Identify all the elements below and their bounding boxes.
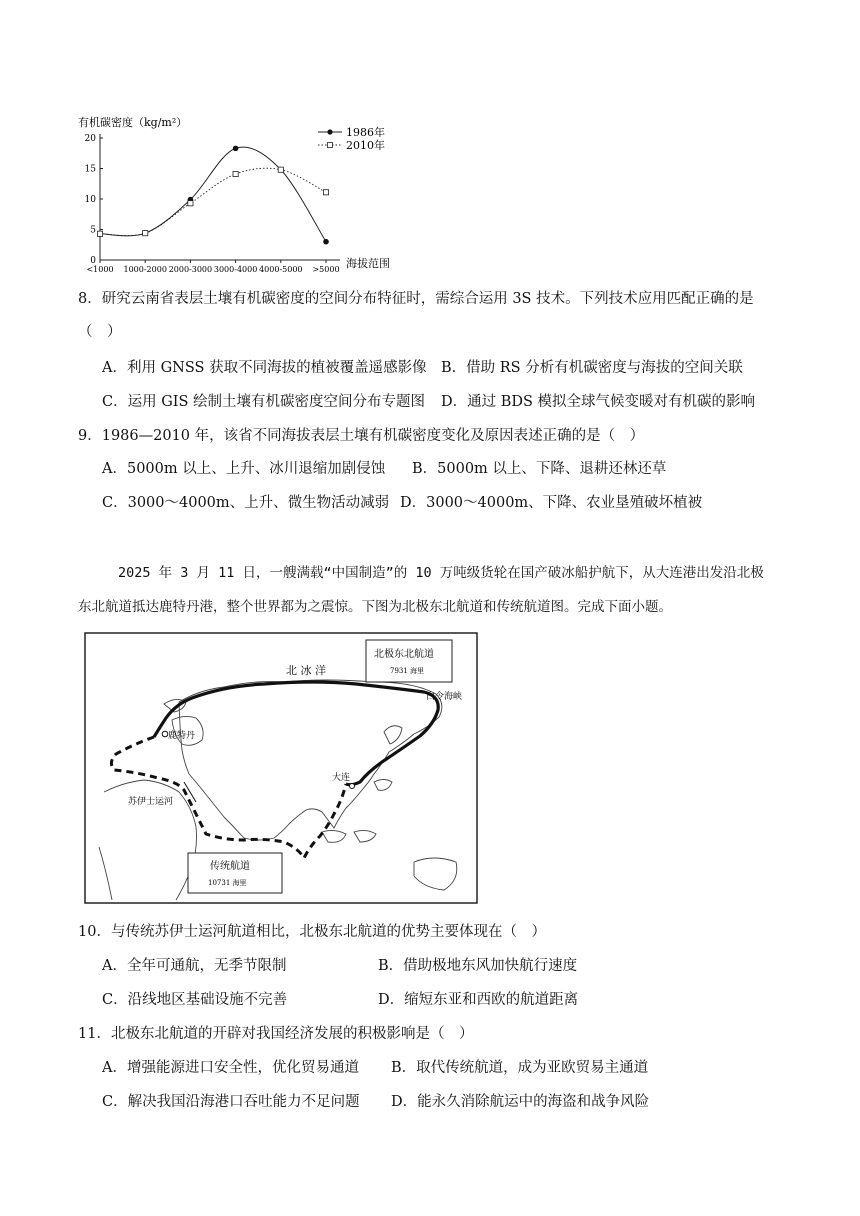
legend-label-1: 1986年 bbox=[346, 126, 385, 139]
passage-line-2: 东北航道抵达鹿特丹港，整个世界都为之震惊。下图为北极东北航道和传统航道图。完成下面小题。 bbox=[78, 599, 672, 615]
series-1-point bbox=[323, 239, 329, 245]
series-2-point bbox=[97, 231, 102, 236]
suez-canal-label: 苏伊士运河 bbox=[128, 797, 174, 807]
x-tick-label: 3000-4000 bbox=[213, 265, 258, 272]
chart-series bbox=[97, 146, 329, 245]
series-1-point bbox=[233, 146, 239, 152]
q9-option-a: A．5000m 以上、上升、冰川退缩加剧侵蚀 bbox=[102, 461, 386, 477]
series-2-point bbox=[233, 171, 238, 176]
traditional-label-distance: 10731 海里 bbox=[208, 879, 247, 887]
x-tick-label: 2000-3000 bbox=[168, 265, 213, 272]
ocean-label: 北 冰 洋 bbox=[286, 664, 326, 677]
x-tick-label: >5000 bbox=[312, 265, 340, 272]
y-tick-label: 0 bbox=[90, 256, 96, 266]
q11-option-b: B．取代传统航道，成为亚欧贸易主通道 bbox=[391, 1060, 649, 1076]
series-2-point bbox=[323, 190, 328, 195]
dalian-label: 大连 bbox=[332, 773, 351, 783]
q10-option-b: B．借助极地东风加快航行速度 bbox=[378, 958, 578, 974]
y-tick-label: 5 bbox=[90, 225, 96, 236]
series-2-point bbox=[278, 167, 283, 172]
x-axis-title: 海拔范围 bbox=[346, 257, 390, 270]
q11-option-d: D．能永久消除航运中的海盗和战争风险 bbox=[391, 1094, 650, 1110]
nsr-label-box bbox=[366, 640, 452, 682]
q9-option-b: B．5000m 以上、下降、退耕还林还草 bbox=[412, 461, 667, 477]
chart-legend bbox=[318, 125, 385, 152]
organic-carbon-chart bbox=[78, 112, 408, 272]
traditional-label-title: 传统航道 bbox=[210, 861, 250, 872]
q8-stem: 8．研究云南省表层土壤有机碳密度的空间分布特征时，需综合运用 3S 技术。下列技术应用匹配正确的是 bbox=[78, 291, 754, 307]
q11-stem: 11．北极东北航道的开辟对我国经济发展的积极影响是（ ） bbox=[78, 1026, 474, 1042]
q9-stem: 9．1986—2010 年，该省不同海拔表层土壤有机碳密度变化及原因表述正确的是（ ） bbox=[78, 428, 645, 444]
chart-axes bbox=[100, 134, 340, 260]
series-line-2 bbox=[100, 168, 326, 235]
y-tick-label: 10 bbox=[84, 195, 96, 205]
y-tick-label: 15 bbox=[84, 164, 96, 175]
q11-option-a: A．增强能源进口安全性，优化贸易通道 bbox=[102, 1060, 359, 1076]
nsr-label-distance: 7931 海里 bbox=[390, 667, 425, 675]
q9-option-c: C．3000～4000m、上升、微生物活动减弱 bbox=[102, 495, 390, 511]
x-tick-label: <1000 bbox=[86, 265, 114, 272]
q8-option-d: D．通过 BDS 模拟全球气候变暖对有机碳的影响 bbox=[441, 394, 756, 410]
rotterdam-label: 鹿特丹 bbox=[168, 731, 196, 741]
q11-option-c: C．解决我国沿海港口吞吐能力不足问题 bbox=[102, 1094, 360, 1110]
q10-stem: 10．与传统苏伊士运河航道相比，北极东北航道的优势主要体现在（ ） bbox=[78, 924, 546, 940]
traditional-label-box bbox=[188, 853, 282, 893]
y-axis-title: 有机碳密度（kg/m²） bbox=[78, 116, 188, 129]
route-map bbox=[84, 632, 478, 904]
x-tick-label: 1000-2000 bbox=[123, 265, 167, 272]
q10-option-a: A．全年可通航，无季节限制 bbox=[102, 958, 287, 974]
series-line-1 bbox=[100, 147, 326, 242]
q8-option-a: A．利用 GNSS 获取不同海拔的植被覆盖遥感影像 bbox=[102, 360, 427, 376]
x-tick-label: 4000-5000 bbox=[259, 265, 303, 272]
series-2-point bbox=[143, 231, 148, 236]
q8-answer-paren: （ ） bbox=[78, 324, 122, 340]
q9-option-d: D．3000～4000m、下降、农业垦殖破坏植被 bbox=[400, 495, 703, 511]
q10-option-d: D．缩短东亚和西欧的航道距离 bbox=[378, 992, 579, 1008]
x-tick-labels bbox=[86, 260, 339, 272]
q10-option-c: C．沿线地区基础设施不完善 bbox=[102, 992, 288, 1008]
rotterdam-port-marker bbox=[162, 731, 168, 737]
legend-marker-1 bbox=[327, 129, 332, 134]
legend-label-2: 2010年 bbox=[346, 139, 385, 152]
series-2-point bbox=[188, 201, 193, 206]
q8-option-c: C．运用 GIS 绘制土壤有机碳密度空间分布专题图 bbox=[102, 394, 426, 410]
legend-marker-2 bbox=[328, 143, 333, 148]
y-tick-label: 20 bbox=[84, 134, 96, 144]
nsr-label-title: 北极东北航道 bbox=[374, 649, 434, 660]
q8-option-b: B．借助 RS 分析有机碳密度与海拔的空间关联 bbox=[441, 360, 743, 376]
dalian-port-marker bbox=[350, 784, 355, 789]
passage-line-1: 2025 年 3 月 11 日，一艘满载“中国制造”的 10 万吨级货轮在国产破冰船护航下，从大连港出发沿北极 bbox=[118, 565, 764, 581]
bering-strait-label: 白令海峡 bbox=[426, 692, 463, 702]
